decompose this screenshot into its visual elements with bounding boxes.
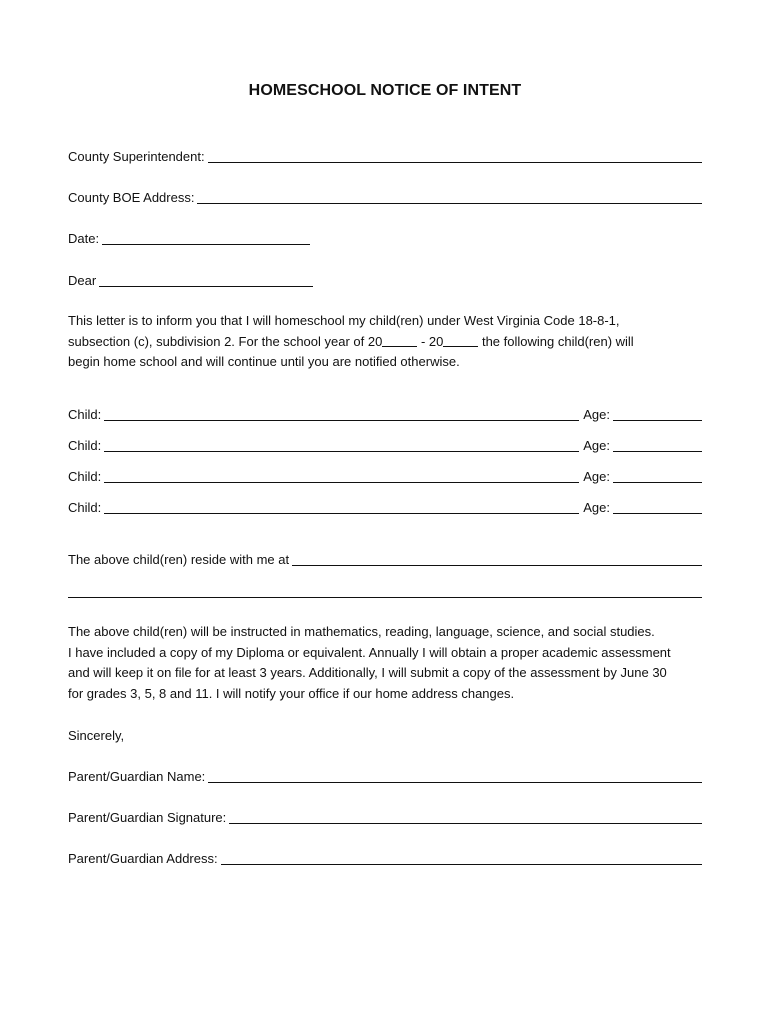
child-row [68, 469, 702, 485]
child-age-field[interactable] [613, 408, 702, 421]
reside-address-field-continued[interactable] [68, 597, 702, 598]
parent-address-row [68, 851, 702, 867]
child-label: Child: [68, 438, 102, 453]
age-label: Age: [583, 500, 610, 515]
superintendent-field[interactable] [208, 150, 702, 163]
reside-address-field[interactable] [292, 553, 702, 566]
parent-signature-row [68, 810, 702, 826]
child-name-field[interactable] [104, 501, 579, 514]
intro-line-3: begin home school and will continue until you are notified otherwise. [68, 354, 460, 369]
boe-address-field[interactable] [197, 191, 702, 204]
child-row [68, 407, 702, 423]
intro-line-1: This letter is to inform you that I will homeschool my child(ren) under West Virginia Code 18-8-1, [68, 313, 620, 328]
intro-line-2 [68, 332, 708, 353]
child-label: Child: [68, 469, 102, 484]
child-row [68, 438, 702, 454]
instruction-line-3: and will keep it on file for at least 3 years. Additionally, I will submit a copy of the assessment by June 30 [68, 665, 667, 680]
superintendent-row [68, 149, 702, 165]
child-label: Child: [68, 500, 102, 515]
child-name-field[interactable] [104, 408, 579, 421]
boe-address-row [68, 190, 702, 206]
parent-signature-field[interactable] [229, 811, 702, 824]
date-row [68, 231, 702, 247]
child-age-field[interactable] [613, 439, 702, 452]
dear-row [68, 273, 702, 289]
child-age-field[interactable] [613, 501, 702, 514]
instruction-paragraph [68, 622, 708, 704]
parent-name-label: Parent/Guardian Name: [68, 769, 206, 784]
date-label: Date: [68, 231, 100, 246]
school-year-end-field[interactable] [443, 334, 478, 347]
intro-line-2b: - 20 [417, 333, 444, 349]
reside-row [68, 552, 702, 568]
instruction-line-2: I have included a copy of my Diploma or equivalent. Annually I will obtain a proper academic assessment [68, 644, 671, 660]
child-row [68, 500, 702, 516]
instruction-line-4: for grades 3, 5, 8 and 11. I will notify your office if our home address changes. [68, 685, 515, 701]
age-label: Age: [583, 438, 610, 453]
intro-line-2a: subsection (c), subdivision 2. For the school year of 20 [68, 333, 383, 349]
superintendent-label: County Superintendent: [68, 149, 205, 164]
instruction-line-1: The above child(ren) will be instructed in mathematics, reading, language, science, and social studies. [68, 624, 655, 639]
age-label: Age: [583, 469, 610, 484]
dear-field[interactable] [99, 274, 313, 287]
parent-address-field[interactable] [221, 852, 702, 865]
boe-address-label: County BOE Address: [68, 190, 195, 205]
dear-label: Dear [68, 273, 97, 288]
closing-text: Sincerely, [68, 728, 125, 743]
parent-name-field[interactable] [208, 770, 702, 783]
child-name-field[interactable] [104, 470, 579, 483]
parent-signature-label: Parent/Guardian Signature: [68, 810, 227, 825]
parent-name-row [68, 769, 702, 785]
intro-paragraph [68, 311, 708, 373]
child-name-field[interactable] [104, 439, 579, 452]
reside-label: The above child(ren) reside with me at [68, 552, 290, 567]
child-age-field[interactable] [613, 470, 702, 483]
school-year-start-field[interactable] [382, 334, 417, 347]
date-field[interactable] [102, 232, 310, 245]
age-label: Age: [583, 407, 610, 422]
parent-address-label: Parent/Guardian Address: [68, 851, 218, 866]
form-title: HOMESCHOOL NOTICE OF INTENT [248, 82, 522, 99]
intro-line-2c: the following child(ren) will [478, 333, 634, 349]
child-label: Child: [68, 407, 102, 422]
